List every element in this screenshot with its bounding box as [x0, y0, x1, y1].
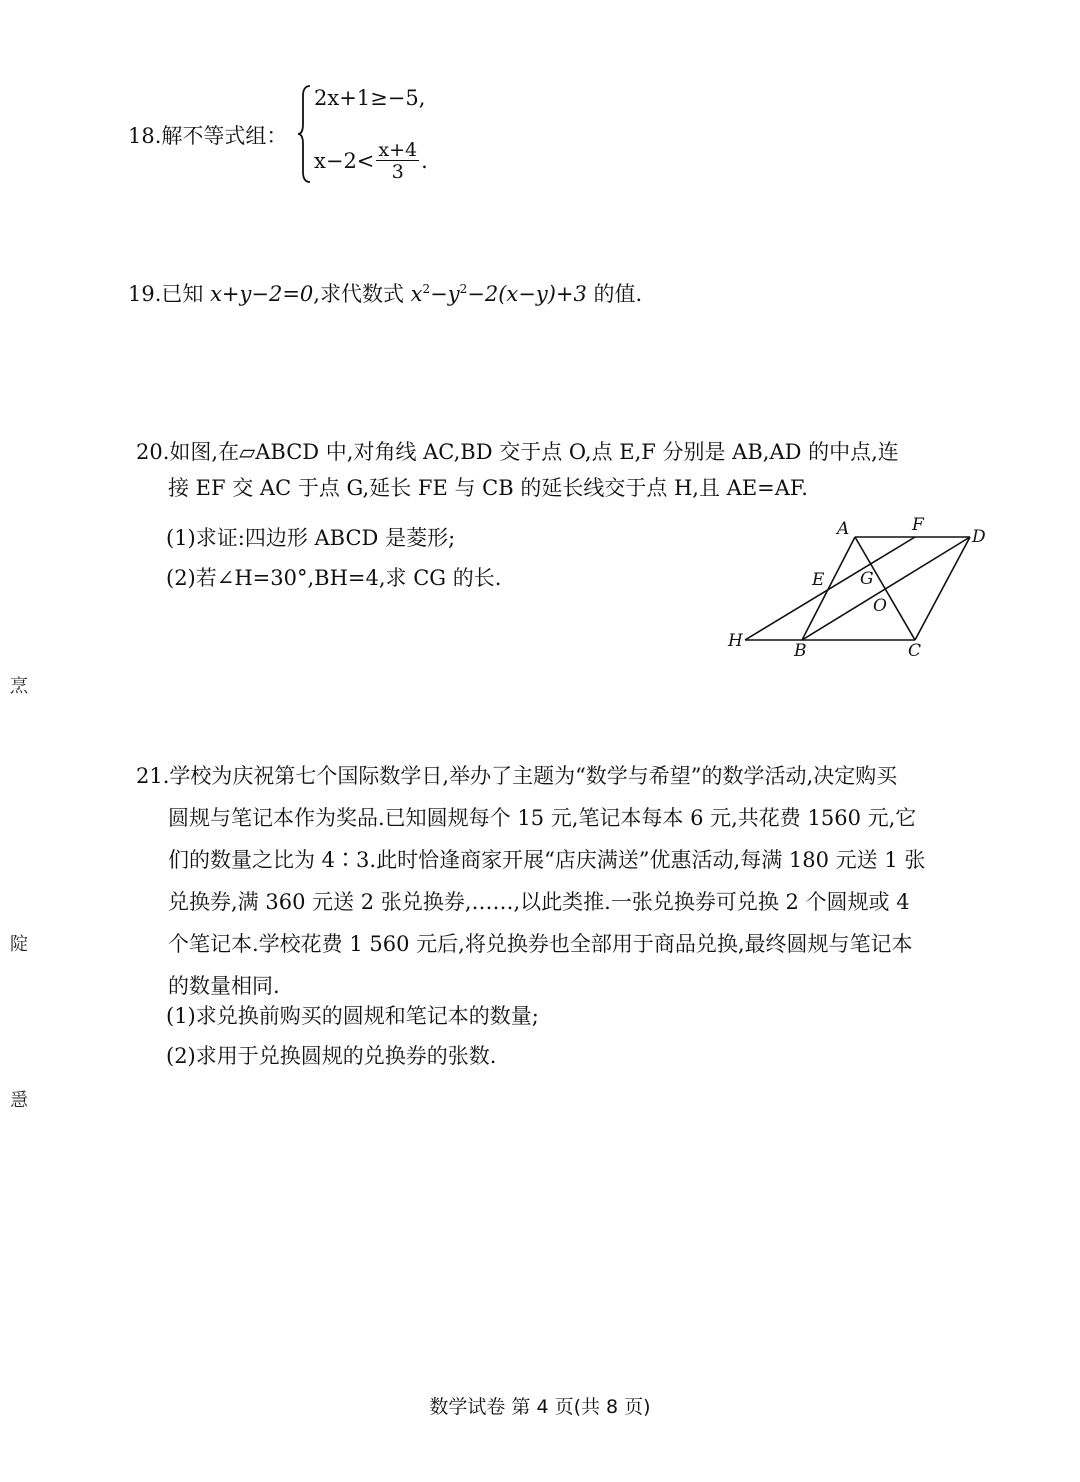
q18-fraction-denominator: 3 — [391, 161, 404, 183]
q21-line-2: 圆规与笔记本作为奖品.已知圆规每个 15 元,笔记本每本 6 元,共花费 1560 元,它 — [168, 806, 917, 830]
q18-inequality-2 — [314, 140, 428, 182]
q21-line-3: 们的数量之比为 4∶3.此时恰逢商家开展“店庆满送”优惠活动,每满 180 元送 1 张 — [168, 848, 926, 872]
q20-part-1: (1)求证:四边形 ABCD 是菱形; — [166, 526, 456, 550]
q19-expr-b: −y — [430, 282, 460, 306]
q18-ineq2-end: . — [421, 149, 428, 173]
margin-mark-3: 㥯 — [10, 1090, 28, 1111]
q21-line-1: 21.学校为庆祝第七个国际数学日,举办了主题为“数学与希望”的数学活动,决定购买 — [136, 764, 898, 788]
parallelogram-diagram — [720, 512, 1000, 662]
segment-bd — [802, 537, 970, 640]
q20-line-2: 接 EF 交 AC 于点 G,延长 FE 与 CB 的延长线交于点 H,且 AE=AF. — [168, 476, 808, 500]
label-b: B — [794, 641, 807, 661]
label-c: C — [908, 641, 922, 661]
label-a: A — [837, 519, 850, 539]
q21-line-4: 兑换券,满 360 元送 2 张兑换券,……,以此类推.一张兑换券可兑换 2 个圆规或 4 — [168, 890, 910, 914]
q18-ineq2-left: x−2< — [314, 149, 375, 173]
question-21 — [136, 758, 996, 1004]
page-footer: 数学试卷 第 4 页(共 8 页) — [429, 1396, 651, 1418]
question-20 — [136, 434, 996, 506]
label-f: F — [912, 515, 924, 535]
q19-expr-a: x — [410, 282, 423, 306]
question-19: 19.已知 x+y−2=0,求代数式 $x^2-y^2-2(x-y)+3$ 的值. — [128, 282, 643, 306]
q18-inequality-1: 2x+1≥−5, — [314, 86, 426, 110]
q18-fraction — [376, 140, 419, 182]
q19-condition: x+y−2=0 — [210, 282, 314, 306]
q19-text-c: 的值. — [586, 282, 643, 306]
label-e: E — [812, 570, 825, 590]
q20-line-1: 20.如图,在▱ABCD 中,对角线 AC,BD 交于点 O,点 E,F 分别是 AB,AD 的中点,连 — [136, 440, 899, 464]
segment-dc — [915, 537, 970, 640]
label-g: G — [860, 569, 874, 589]
q21-part-2: (2)求用于兑换圆规的兑换券的张数. — [166, 1044, 497, 1068]
margin-mark-1: 烹 — [10, 676, 28, 697]
q18-fraction-numerator: x+4 — [378, 139, 418, 161]
q19-expr-c: −2(x−y)+3 — [467, 282, 587, 306]
question-18-prefix: 18.解不等式组： — [128, 124, 288, 148]
curly-brace-icon — [298, 84, 312, 184]
q21-part-1: (1)求兑换前购买的圆规和笔记本的数量; — [166, 1004, 539, 1028]
margin-mark-2: 䧑 — [10, 934, 28, 955]
q19-text-a: 19.已知 — [128, 282, 211, 306]
q21-line-5: 个笔记本.学校花费 1 560 元后,将兑换券也全部用于商品兑换,最终圆规与笔记本 — [168, 932, 913, 956]
q20-part-2: (2)若∠H=30°,BH=4,求 CG 的长. — [166, 566, 502, 590]
q19-text-b: ,求代数式 — [313, 282, 411, 306]
q21-line-6: 的数量相同. — [168, 974, 280, 998]
segment-hf — [745, 537, 915, 640]
label-h: H — [728, 631, 743, 651]
label-d: D — [972, 527, 986, 547]
label-o: O — [873, 596, 887, 616]
